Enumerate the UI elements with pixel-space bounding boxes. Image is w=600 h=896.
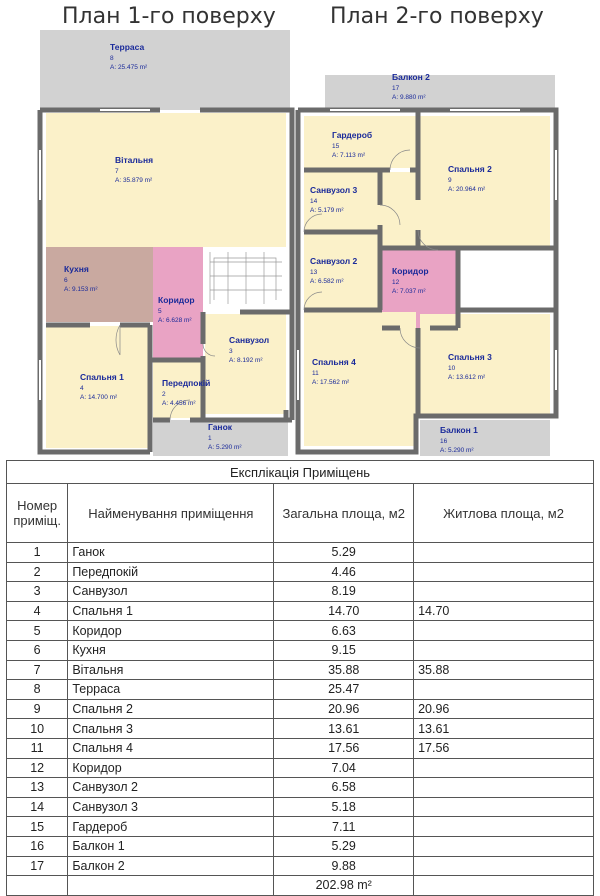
room-name: Балкон 2	[392, 72, 430, 82]
table-row	[7, 562, 594, 582]
room-name: Терраса	[110, 42, 145, 52]
room-num: 3	[229, 348, 233, 355]
floor2-title: План 2-го поверху	[330, 4, 544, 29]
room-area: A: 7.113 m²	[332, 152, 366, 159]
cell-num: 6	[7, 640, 68, 660]
table-caption: Експлікація Приміщень	[7, 461, 594, 484]
room-area: A: 8.192 m²	[229, 357, 263, 364]
cell-living	[414, 562, 594, 582]
balcony2-area	[325, 75, 555, 111]
table-row	[7, 640, 594, 660]
cell-living	[414, 797, 594, 817]
cell-name: Спальня 3	[68, 719, 274, 739]
cell-living	[414, 778, 594, 798]
cell-area: 5.29	[274, 543, 414, 563]
table-row	[7, 680, 594, 700]
void-area	[458, 248, 550, 310]
cell-num: 5	[7, 621, 68, 641]
cell-num: 10	[7, 719, 68, 739]
terrace-area	[40, 30, 290, 110]
cell-living	[414, 543, 594, 563]
cell-name: Санвузол 2	[68, 778, 274, 798]
cell-name: Гардероб	[68, 817, 274, 837]
room-area: A: 14.700 m²	[80, 394, 118, 401]
room-area: A: 20.964 m²	[448, 186, 486, 193]
table-body	[7, 543, 594, 896]
room-name: Санвузол	[229, 335, 270, 345]
room-name: Санвузол 3	[310, 185, 358, 195]
cell-living	[414, 621, 594, 641]
cell-area: 14.70	[274, 601, 414, 621]
cell-living	[414, 817, 594, 837]
room-area: A: 17.562 m²	[312, 379, 350, 386]
cell-area: 9.88	[274, 856, 414, 876]
room-area: A: 7.037 m²	[392, 288, 426, 295]
floor1-plan	[40, 30, 292, 456]
cell-name: Терраса	[68, 680, 274, 700]
cell-num: 7	[7, 660, 68, 680]
cell-name: Санвузол 3	[68, 797, 274, 817]
room-area: A: 9.880 m²	[392, 94, 426, 101]
room-num: 17	[392, 85, 400, 92]
stair-area	[203, 247, 286, 312]
cell-area: 25.47	[274, 680, 414, 700]
table-row	[7, 543, 594, 563]
floor1-title: План 1-го поверху	[62, 4, 276, 29]
cell-area: 5.18	[274, 797, 414, 817]
room-name: Спальня 4	[312, 357, 356, 367]
room-name: Гардероб	[332, 130, 373, 140]
cell-name: Коридор	[68, 621, 274, 641]
table-row	[7, 738, 594, 758]
room-name: Вітальня	[115, 155, 154, 165]
room-area: A: 13.612 m²	[448, 374, 486, 381]
room-area: A: 5.179 m²	[310, 207, 344, 214]
room-name: Спальня 2	[448, 164, 492, 174]
table-row	[7, 621, 594, 641]
room-num: 2	[162, 391, 166, 398]
room-num: 4	[80, 385, 84, 392]
cell-num: 8	[7, 680, 68, 700]
empty-cell	[7, 876, 68, 896]
cell-num: 11	[7, 738, 68, 758]
room-num: 12	[392, 279, 400, 286]
empty-cell	[68, 876, 274, 896]
explication-table-wrap	[6, 460, 594, 896]
room-num: 10	[448, 365, 456, 372]
cell-living	[414, 856, 594, 876]
cell-num: 4	[7, 601, 68, 621]
room-name: Коридор	[392, 266, 429, 276]
cell-name: Балкон 1	[68, 836, 274, 856]
cell-living	[414, 582, 594, 602]
cell-num: 14	[7, 797, 68, 817]
table-row	[7, 758, 594, 778]
table-row	[7, 797, 594, 817]
cell-area: 9.15	[274, 640, 414, 660]
room-num: 9	[448, 177, 452, 184]
room-area: A: 4.456 m²	[162, 400, 196, 407]
room-name: Ганок	[208, 422, 233, 432]
header-num: Номер приміщ.	[7, 484, 68, 543]
room-area: A: 9.153 m²	[64, 286, 98, 293]
room-name: Балкон 1	[440, 425, 478, 435]
room-name: Санвузол 2	[310, 256, 358, 266]
table-row	[7, 660, 594, 680]
room-num: 7	[115, 168, 119, 175]
hallway-area	[153, 362, 203, 418]
cell-name: Кухня	[68, 640, 274, 660]
table-total-row	[7, 876, 594, 896]
bathroom1-area	[205, 314, 286, 414]
mid-area	[380, 172, 420, 248]
table-row	[7, 699, 594, 719]
header-name: Найменування приміщення	[68, 484, 274, 543]
kitchen-area	[46, 247, 153, 322]
cell-living: 35.88	[414, 660, 594, 680]
cell-num: 16	[7, 836, 68, 856]
cell-num: 13	[7, 778, 68, 798]
cell-area: 13.61	[274, 719, 414, 739]
cell-living	[414, 640, 594, 660]
table-row	[7, 582, 594, 602]
room-area: A: 35.879 m²	[115, 177, 153, 184]
cell-name: Спальня 4	[68, 738, 274, 758]
cell-num: 9	[7, 699, 68, 719]
cell-name: Санвузол	[68, 582, 274, 602]
cell-name: Спальня 2	[68, 699, 274, 719]
cell-num: 12	[7, 758, 68, 778]
room-name: Спальня 1	[80, 372, 124, 382]
room-num: 15	[332, 143, 340, 150]
room-name: Спальня 3	[448, 352, 492, 362]
cell-area: 7.11	[274, 817, 414, 837]
cell-area: 20.96	[274, 699, 414, 719]
room-area: A: 5.290 m²	[440, 447, 474, 454]
table-row	[7, 836, 594, 856]
cell-name: Вітальня	[68, 660, 274, 680]
room-name: Передпокій	[162, 378, 211, 388]
room-num: 8	[110, 55, 114, 62]
wardrobe-area	[304, 116, 416, 168]
total-area: 202.98 m²	[274, 876, 414, 896]
cell-num: 1	[7, 543, 68, 563]
table-row	[7, 778, 594, 798]
cell-living	[414, 680, 594, 700]
cell-living	[414, 836, 594, 856]
cell-name: Передпокій	[68, 562, 274, 582]
room-area: A: 25.475 m²	[110, 64, 148, 71]
living-room-area	[46, 113, 286, 247]
cell-living	[414, 758, 594, 778]
cell-name: Спальня 1	[68, 601, 274, 621]
room-num: 1	[208, 435, 212, 442]
cell-name: Ганок	[68, 543, 274, 563]
cell-area: 7.04	[274, 758, 414, 778]
cell-num: 2	[7, 562, 68, 582]
room-area: A: 6.628 m²	[158, 317, 192, 324]
cell-name: Коридор	[68, 758, 274, 778]
explication-table	[6, 460, 594, 896]
cell-living: 20.96	[414, 699, 594, 719]
cell-living: 14.70	[414, 601, 594, 621]
room-num: 11	[312, 370, 319, 377]
table-row	[7, 817, 594, 837]
room-num: 5	[158, 308, 162, 315]
room-name: Кухня	[64, 264, 89, 274]
room-num: 13	[310, 269, 318, 276]
cell-name: Балкон 2	[68, 856, 274, 876]
cell-num: 3	[7, 582, 68, 602]
room-num: 6	[64, 277, 68, 284]
header-area: Загальна площа, м2	[274, 484, 414, 543]
cell-area: 6.63	[274, 621, 414, 641]
table-row	[7, 856, 594, 876]
table-row	[7, 719, 594, 739]
cell-area: 5.29	[274, 836, 414, 856]
cell-num: 17	[7, 856, 68, 876]
bedroom2-area	[420, 116, 550, 248]
bedroom1-area	[46, 326, 150, 448]
cell-area: 6.58	[274, 778, 414, 798]
cell-num: 15	[7, 817, 68, 837]
room-area: A: 6.582 m²	[310, 278, 344, 285]
header-living: Житлова площа, м2	[414, 484, 594, 543]
cell-area: 17.56	[274, 738, 414, 758]
table-row	[7, 601, 594, 621]
room-num: 16	[440, 438, 448, 445]
room-area: A: 5.290 m²	[208, 444, 242, 451]
cell-area: 35.88	[274, 660, 414, 680]
cell-living: 17.56	[414, 738, 594, 758]
room-num: 14	[310, 198, 318, 205]
empty-cell	[414, 876, 594, 896]
room-name: Коридор	[158, 295, 195, 305]
cell-area: 4.46	[274, 562, 414, 582]
cell-living: 13.61	[414, 719, 594, 739]
cell-area: 8.19	[274, 582, 414, 602]
